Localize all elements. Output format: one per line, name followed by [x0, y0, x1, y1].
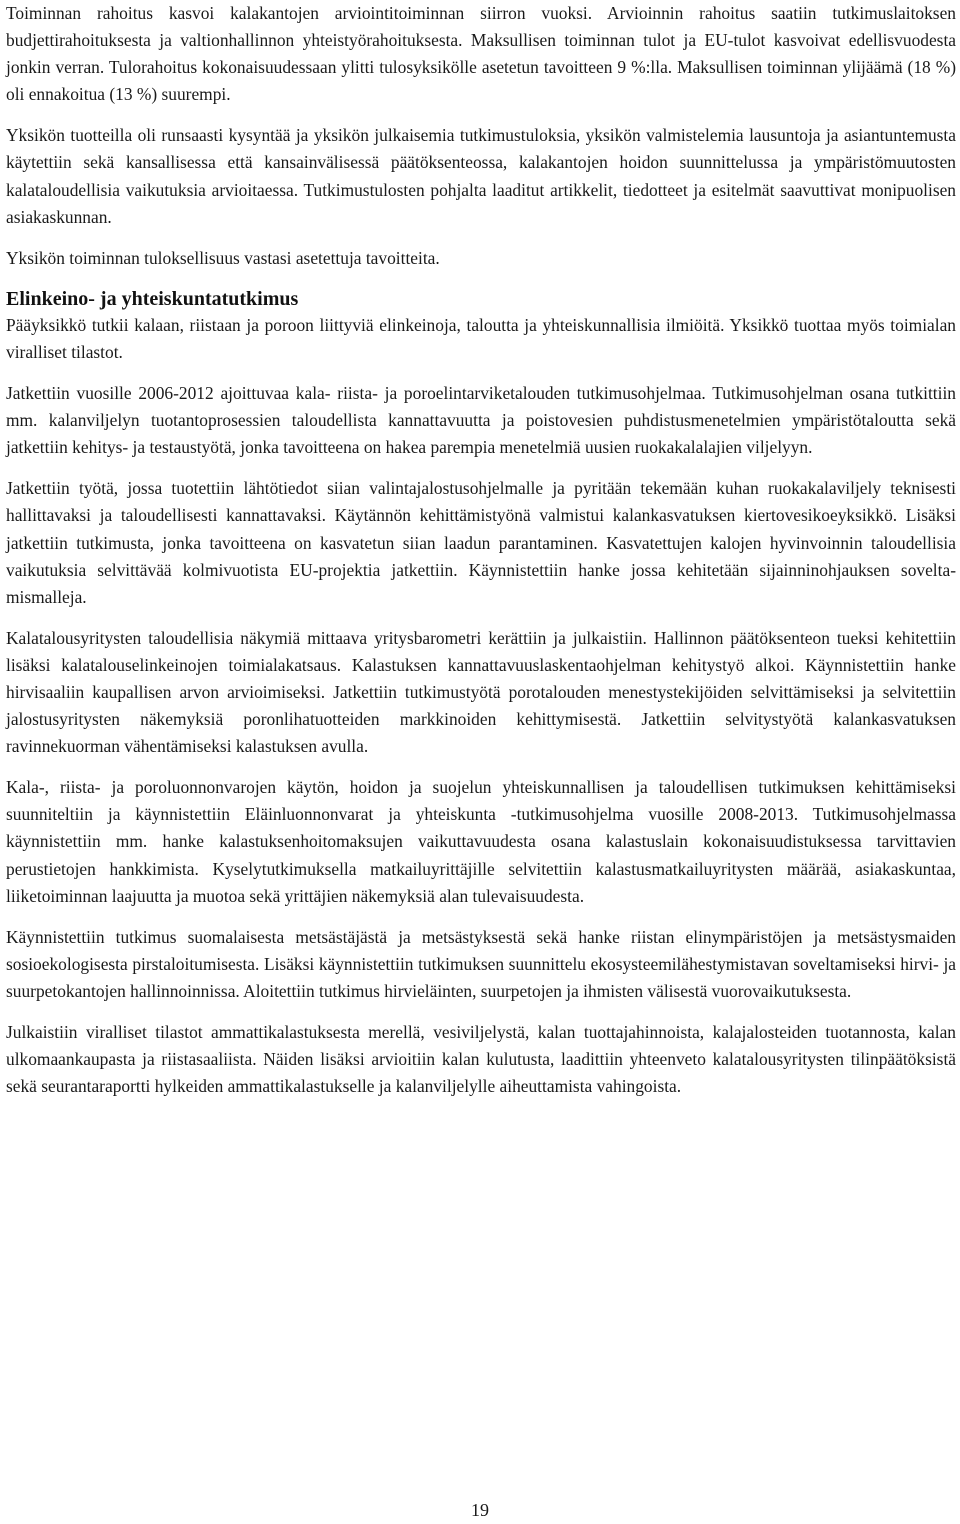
paragraph: Toiminnan rahoitus kasvoi kalakantojen arviointitoiminnan siirron vuoksi. Arvioinnin rahoitus saatiin tutkimuslaitoksen budjettirahoituksesta ja valtionhallinnon yhteistyörahoituksesta. Maksullisen toiminnan tulot ja EU-tulot kasvoivat edellisvuodesta jonkin verran. Tulorahoitus kokonaisuudessaan ylitti tulosyksikölle asetetun tavoitteen 9 %:lla. Maksullisen toiminnan ylijäämä (18 %) oli ennakoitua (13 %) suurempi.: [6, 3, 956, 105]
paragraph: Pääyksikkö tutkii kalaan, riistaan ja poroon liittyviä elinkeinoja, taloutta ja yhteiskunnallisia ilmiöitä. Yksikkö tuottaa myös toimialan viralliset tilastot.: [6, 314, 956, 362]
paragraph: Jatkettiin vuosille 2006-2012 ajoittuvaa kala- riista- ja poroelintarviketalouden tutkimusohjelmaa. Tutkimusohjelman osana tutkittiin mm. kalanviljelyn tuotantoprosessien taloudellista kannattavuutta ja poistovesien puhdistusmenetelmien ympäristötaloutta sekä jatkettiin kehitys- ja testaustyötä, jonka tavoitteena on hakea parempia menetelmiä uusien ruokakalalajien viljelyyn.: [6, 383, 956, 458]
paragraph: Jatkettiin työtä, jossa tuotettiin lähtötiedot siian valintajalostusohjelmalle ja pyritään tekemään kuhan ruokakalaviljely teknisesti hallittavaksi ja taloudellisesti kannattavaksi. Käytännön kehittämistyönä valmistui kalankasvatuksen kiertovesikoeyksikkö. Lisäksi jatkettiin tutkimusta, jonka tavoitteena on kasvatetun siian laadun parantaminen. Kasvatettujen kalojen hyvinvoinnin taloudellisia vaikutuksia selvittävää kolmivuotista EU-projektia jatkettiin. Käynnistettiin hanke jossa kehitetään sijainninohjauksen soveltamismalleja.: [6, 478, 956, 607]
section-heading: Elinkeino- ja yhteiskuntatutkimus: [6, 287, 299, 310]
paragraph: Yksikön toiminnan tuloksellisuus vastasi asetettuja tavoitteita.: [6, 247, 440, 268]
paragraph: Yksikön tuotteilla oli runsaasti kysyntää ja yksikön julkaisemia tutkimustuloksia, yksikön valmistelemia lausuntoja ja asiantuntemusta käytettiin sekä kansallisessa että kansainvälisessä päätöksenteossa, kalakantojen hoidon suunnittelussa ja ympäristömuutosten kalataloudellisia vaikutuksia arvioitaessa. Tutkimustulosten pohjalta laaditut artikkelit, tiedotteet ja esitelmät saavuttivat monipuolisen asiakaskunnan.: [6, 125, 956, 227]
document-page: [6, 0, 956, 1114]
paragraph: Käynnistettiin tutkimus suomalaisesta metsästäjästä ja metsästyksestä sekä hanke riistan elinympäristöjen ja metsästysmaiden sosioekologisesta pirstaloitumisesta. Lisäksi käynnistettiin tutkimuksen suunnittelu ekosysteemilähestymistavan soveltamiseksi hirvi- ja suurpetokantojen hallinnoinnissa. Aloitettiin tutkimus hirvieläinten, suurpetojen ja ihmisten välisestä vuorovaikutuksesta.: [6, 926, 956, 1001]
page-number: 19: [471, 1500, 489, 1520]
paragraph: Kalatalousyritysten taloudellisia näkymiä mittaava yritysbarometri kerättiin ja julkaistiin. Hallinnon päätöksenteon tueksi kehitettiin lisäksi kalatalouselinkeinojen toimialakatsaus. Kalastuksen kannattavuuslaskentaohjelman kehitystyö alkoi. Käynnistettiin hanke hirvisaaliin kaupallisen arvon arvioimiseksi. Jatkettiin tutkimustyötä porotalouden menestystekijöiden selvittämiseksi ja selvitettiin jalostusyritysten näkemyksiä poronlihatuotteiden markkinoiden kehittymisestä. Jatkettiin selvitystyötä kalankasvatuksen ravinnekuorman vähentämiseksi kalastuksen avulla.: [6, 627, 956, 757]
paragraph: Kala-, riista- ja poroluonnonvarojen käytön, hoidon ja suojelun yhteiskunnallisen ja taloudellisen tutkimuksen kehittämiseksi suunniteltiin ja käynnistettiin Eläinluonnonvarat ja yhteiskunta -tutkimusohjelma vuosille 2008-2013. Tutkimusohjelmassa käynnistettiin mm. hanke kalastuksenhoitomaksujen vaikuttavuudesta osana kalastuslain kokonaisuudistuksessa tarvittavien perustietojen hankkimista. Kyselytutkimuksella matkailuyrittäjille selvitettiin kalastusmatkailuyritysten määrää, asiakaskuntaa, liiketoiminnan laajuutta ja muotoa sekä yrittäjien näkemyksiä alan tulevaisuudesta.: [6, 777, 956, 906]
paragraph: Julkaistiin viralliset tilastot ammattikalastuksesta merellä, vesiviljelystä, kalan tuottajahinnoista, kalajalosteiden tuotannosta, kalan ulkomaankaupasta ja riistasaaliista. Näiden lisäksi arvioitiin kalan kulutusta, laadittiin yhteenveto kalatalousyritysten tilinpäätöksistä sekä seurantaraportti hylkeiden ammattikalastukselle ja kalanviljelylle aiheuttamista vahingoista.: [6, 1022, 956, 1097]
